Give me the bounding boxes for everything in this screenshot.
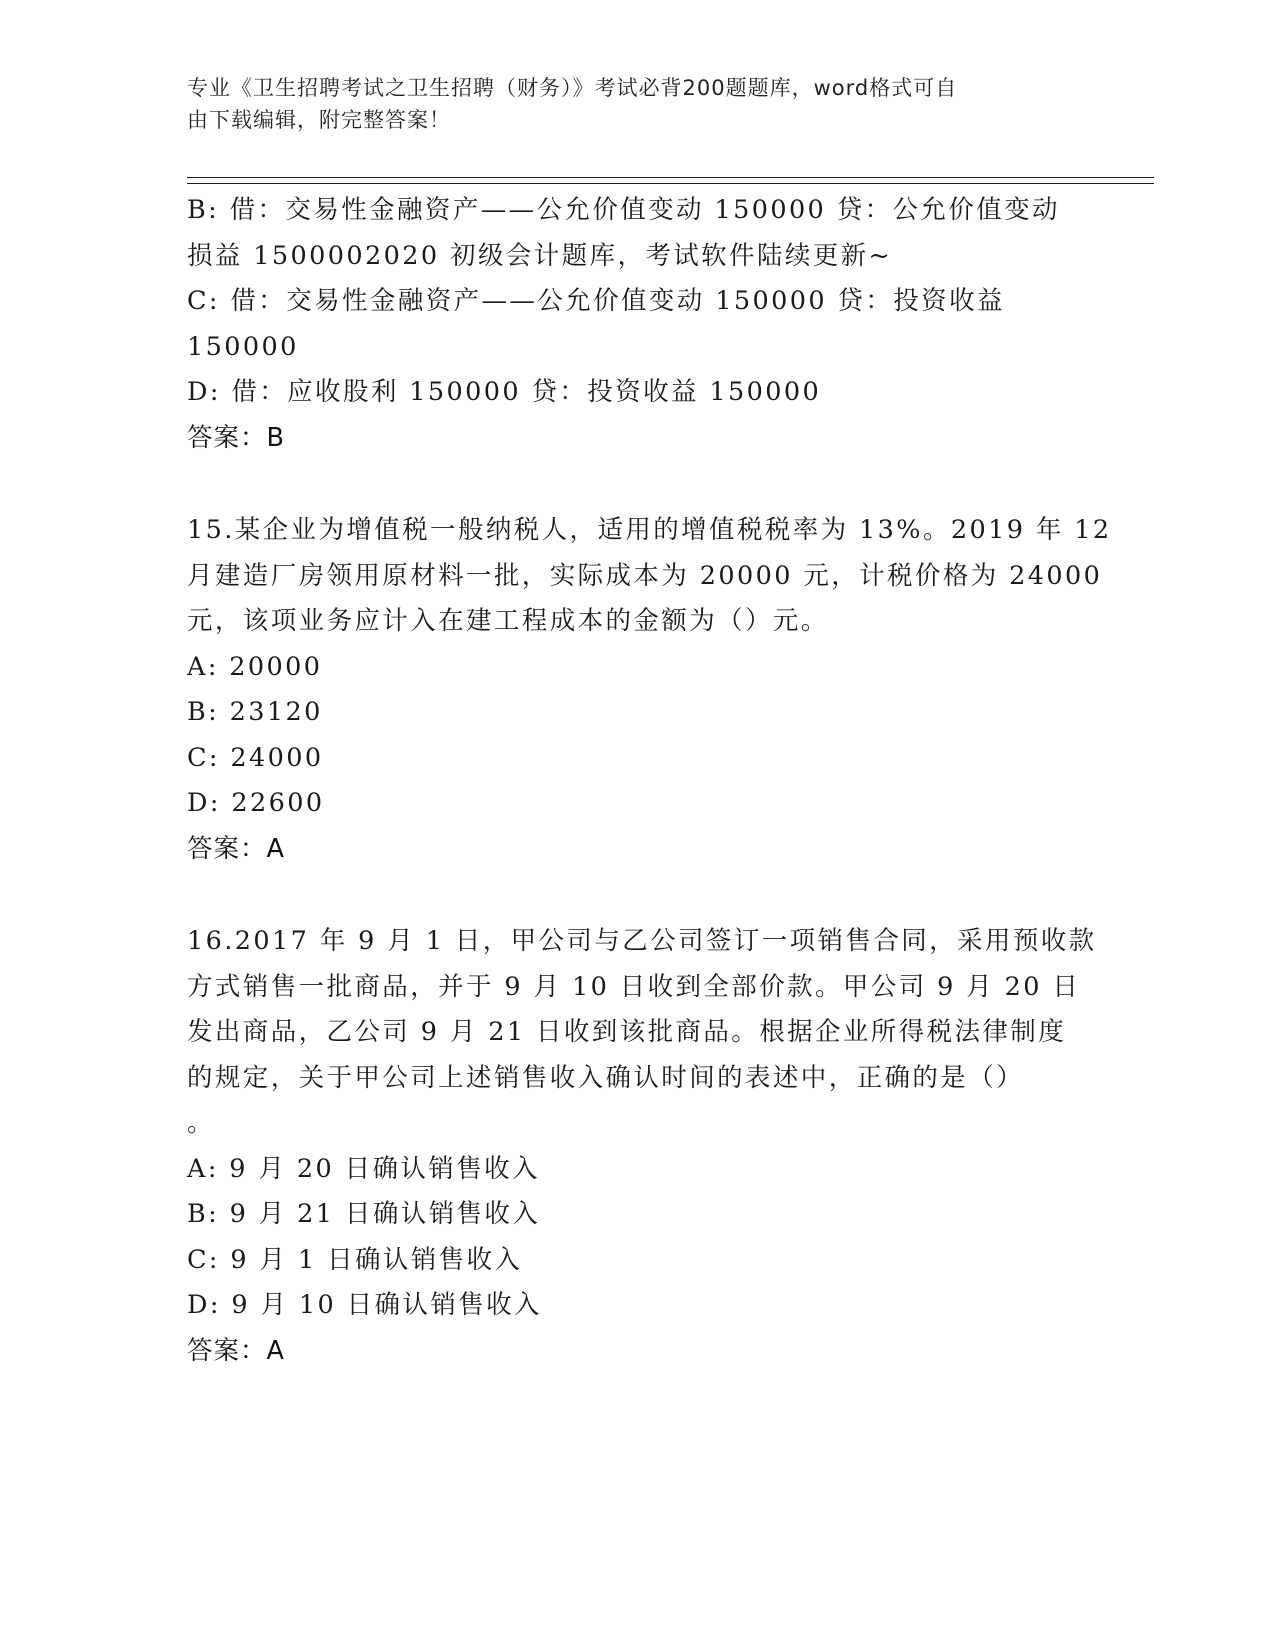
question-stem: 方式销售一批商品，并于 9 月 10 日收到全部价款。甲公司 9 月 20 日 — [187, 971, 1081, 1002]
option-c-continued: 150000 — [187, 331, 299, 362]
document-header — [187, 72, 1067, 136]
question-content — [187, 188, 1112, 1374]
question-stem: 发出商品，乙公司 9 月 21 日收到该批商品。根据企业所得税法律制度 — [187, 1017, 1067, 1047]
option-c: C: 借：交易性金融资产——公允价值变动 150000 贷：投资收益 — [187, 286, 1005, 316]
spacer — [187, 461, 1087, 508]
question-16 — [187, 919, 1097, 1374]
option-b: B: 23120 — [187, 697, 323, 727]
question-stem: 16.2017 年 9 月 1 日，甲公司与乙公司签订一项销售合同，采用预收款 — [187, 926, 1097, 956]
option-b: B: 借：交易性金融资产——公允价值变动 150000 贷：公允价值变动 — [187, 195, 1060, 225]
option-b: B: 9 月 21 日确认销售收入 — [187, 1199, 541, 1229]
header-title-line-1: 专业《卫生招聘考试之卫生招聘（财务）》考试必背200题题库，word格式可自 — [187, 76, 958, 100]
option-c: C: 24000 — [187, 742, 324, 773]
question-stem: 月建造厂房领用原材料一批，实际成本为 20000 元，计税价格为 24000 — [187, 560, 1103, 591]
option-d: D: 22600 — [187, 788, 325, 818]
option-a: A: 9 月 20 日确认销售收入 — [187, 1153, 540, 1184]
option-d: D: 借：应收股利 150000 贷：投资收益 150000 — [187, 377, 822, 407]
option-c: C: 9 月 1 日确认销售收入 — [187, 1244, 523, 1275]
spacer — [187, 872, 1087, 919]
answer-line: 答案：A — [187, 1335, 285, 1366]
question-stem: 元，该项业务应计入在建工程成本的金额为（）元。 — [187, 606, 829, 636]
question-15 — [187, 508, 1112, 872]
header-rule-bottom — [187, 183, 1154, 184]
previous-question-options — [187, 188, 1087, 461]
question-stem: 。 — [187, 1108, 215, 1138]
option-a: A: 20000 — [187, 651, 323, 682]
answer-line: 答案：A — [187, 833, 285, 864]
header-title-line-2: 由下载编辑，附完整答案！ — [187, 108, 451, 132]
question-stem: 的规定，关于甲公司上述销售收入确认时间的表述中，正确的是（） — [187, 1062, 1025, 1093]
question-stem: 15.某企业为增值税一般纳税人，适用的增值税税率为 13%。2019 年 12 — [187, 515, 1112, 545]
option-d: D: 9 月 10 日确认销售收入 — [187, 1290, 542, 1320]
answer-line: 答案：B — [187, 422, 285, 453]
header-rule-top — [187, 177, 1154, 178]
option-b-continued: 损益 1500002020 初级会计题库，考试软件陆续更新~ — [187, 240, 893, 271]
